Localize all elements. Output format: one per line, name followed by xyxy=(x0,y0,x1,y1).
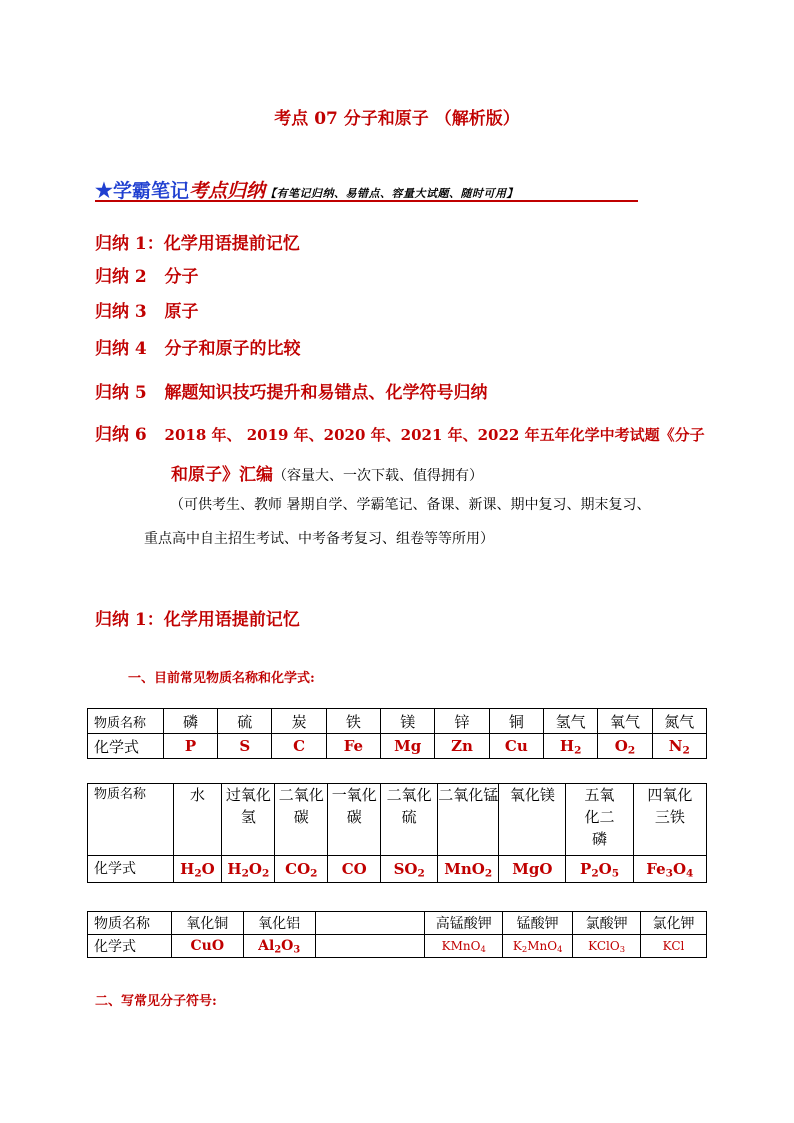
table-row-label: 化学式 xyxy=(88,935,172,958)
table-cell: 一氧化碳 xyxy=(328,784,381,856)
formula-cell: Mg xyxy=(381,734,435,759)
toc-item-3: 归纳 3 原子 xyxy=(95,302,199,322)
table-cell: 过氧化氢 xyxy=(222,784,275,856)
formula-cell: C xyxy=(272,734,326,759)
table-cell: 铜 xyxy=(489,709,543,734)
formula-cell: $CO_2$ xyxy=(275,856,328,883)
table-cell: 氯酸钾 xyxy=(573,912,641,935)
formula-cell: $K_2MnO_4$ xyxy=(503,935,573,958)
table-row xyxy=(88,734,707,759)
formula-table-3 xyxy=(87,911,707,958)
table-row-label: 物质名称 xyxy=(88,784,174,856)
usage-note-line2: 重点高中自主招生考试、中考备考复习、组卷等等所用） xyxy=(144,531,494,547)
formula-cell: $H_2O_2$ xyxy=(222,856,275,883)
table-row xyxy=(88,856,707,883)
table-cell: 炭 xyxy=(272,709,326,734)
formula-cell: $SO_2$ xyxy=(381,856,438,883)
study-notes-header xyxy=(95,176,638,202)
table-cell: 氢气 xyxy=(544,709,598,734)
table-cell: 氯化钾 xyxy=(641,912,707,935)
table-cell: 二氧化碳 xyxy=(275,784,328,856)
subsection-heading-2: 二、写常见分子符号: xyxy=(95,994,217,1009)
formula-cell: S xyxy=(218,734,272,759)
table-cell: 高锰酸钾 xyxy=(425,912,503,935)
toc-item-6-continued: 和原子》汇编（容量大、一次下载、值得拥有） xyxy=(171,465,483,485)
toc-item-6-note: （容量大、一次下载、值得拥有） xyxy=(273,468,483,484)
formula-cell: Zn xyxy=(435,734,489,759)
toc-item-6: 归纳 6 2018 年、 2019 年、2020 年、2021 年、2022 年五年化学中考试题《分子 xyxy=(95,425,705,445)
table-cell xyxy=(315,912,425,935)
table-cell: 氧化镁 xyxy=(499,784,566,856)
table-cell: 锌 xyxy=(435,709,489,734)
table-cell: 氧化铜 xyxy=(171,912,243,935)
usage-note-line1: （可供考生、教师 暑期自学、学霸笔记、备课、新课、期中复习、期末复习、 xyxy=(170,497,651,513)
formula-cell: KCl xyxy=(641,935,707,958)
table-row xyxy=(88,935,707,958)
table-cell: 锰酸钾 xyxy=(503,912,573,935)
formula-cell: $H_2$ xyxy=(544,734,598,759)
summary-label: 考点归纳 xyxy=(188,180,265,202)
formula-table-2 xyxy=(87,783,707,883)
table-row xyxy=(88,784,707,856)
formula-cell: $N_2$ xyxy=(652,734,706,759)
table-cell: 五氧化二磷 xyxy=(566,784,633,856)
formula-cell: KMnO$_4$ xyxy=(425,935,503,958)
formula-cell: KClO$_3$ xyxy=(573,935,641,958)
table-row-label: 物质名称 xyxy=(88,912,172,935)
table-cell: 氮气 xyxy=(652,709,706,734)
table-cell: 氧化铝 xyxy=(243,912,315,935)
toc-item-1: 归纳 1：化学用语提前记忆 xyxy=(95,234,300,254)
formula-cell: CO xyxy=(328,856,381,883)
section-heading: 归纳 1：化学用语提前记忆 xyxy=(95,610,300,630)
formula-cell: MgO xyxy=(499,856,566,883)
table-cell: 四氧化三铁 xyxy=(633,784,706,856)
table-cell: 水 xyxy=(173,784,222,856)
toc-item-5: 归纳 5 解题知识技巧提升和易错点、化学符号归纳 xyxy=(95,383,488,403)
table-row-label: 化学式 xyxy=(88,856,174,883)
formula-cell: MnO$_2$ xyxy=(438,856,499,883)
table-cell: 磷 xyxy=(163,709,217,734)
table-cell: 二氧化锰 xyxy=(438,784,499,856)
formula-cell: P xyxy=(163,734,217,759)
formula-cell: Fe xyxy=(326,734,380,759)
page-title: 考点 07 分子和原子 （解析版） xyxy=(274,109,520,129)
formula-table-1 xyxy=(87,708,707,759)
formula-cell: CuO xyxy=(171,935,243,958)
subsection-heading-1: 一、目前常见物质名称和化学式: xyxy=(128,671,315,686)
table-row xyxy=(88,912,707,935)
formula-cell: $Fe_3O_4$ xyxy=(633,856,706,883)
toc-item-2: 归纳 2 分子 xyxy=(95,267,199,287)
table-cell: 硫 xyxy=(218,709,272,734)
table-row xyxy=(88,709,707,734)
table-row-label: 化学式 xyxy=(88,734,164,759)
star-icon: ★ xyxy=(95,178,113,202)
formula-cell: $Al_2O_3$ xyxy=(243,935,315,958)
notes-label: 学霸笔记 xyxy=(112,180,189,202)
table-cell: 氧气 xyxy=(598,709,652,734)
notes-tagline: 【有笔记归纳、易错点、容量大试题、随时可用】 xyxy=(264,187,518,200)
table-cell: 二氧化硫 xyxy=(381,784,438,856)
toc-item-4: 归纳 4 分子和原子的比较 xyxy=(95,339,301,359)
formula-cell: $H_2O$ xyxy=(173,856,222,883)
table-row-label: 物质名称 xyxy=(88,709,164,734)
formula-cell: $O_2$ xyxy=(598,734,652,759)
formula-cell: Cu xyxy=(489,734,543,759)
table-cell: 镁 xyxy=(381,709,435,734)
table-cell: 铁 xyxy=(326,709,380,734)
formula-cell xyxy=(315,935,425,958)
formula-cell: $P_2O_5$ xyxy=(566,856,633,883)
